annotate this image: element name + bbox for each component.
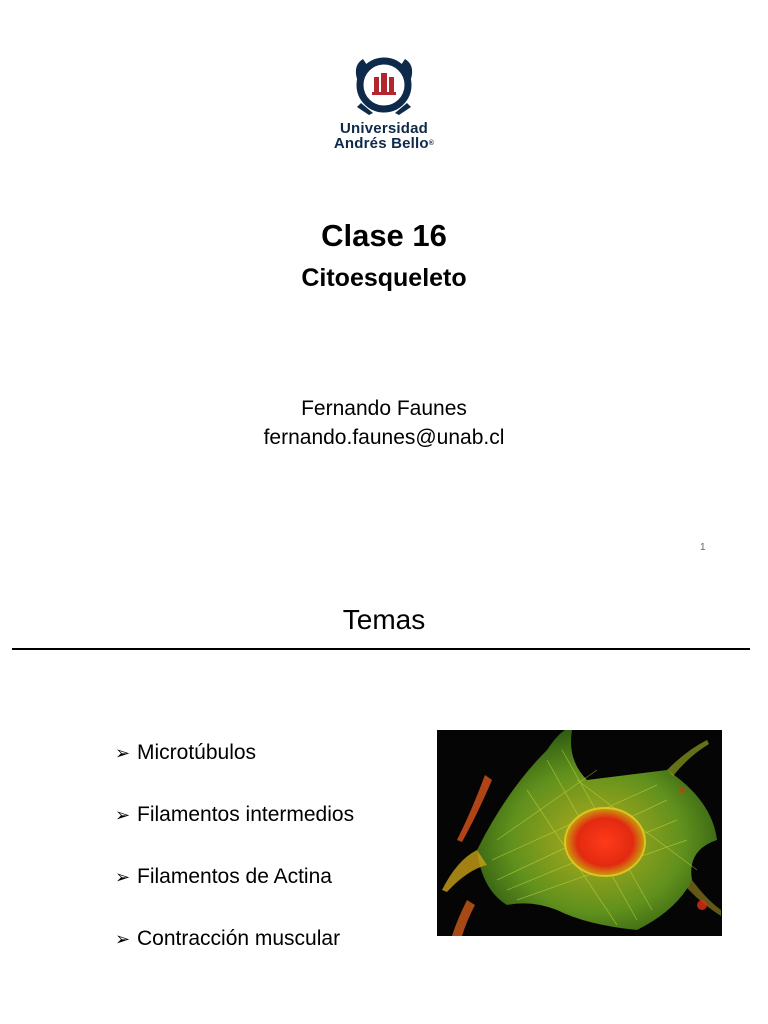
arrow-bullet-icon: ➢ bbox=[115, 929, 131, 949]
list-item bbox=[115, 740, 354, 802]
slide-title: Clase 16 bbox=[321, 218, 447, 253]
author-block bbox=[0, 394, 768, 452]
cytoskeleton-micrograph bbox=[437, 730, 722, 936]
author-email: fernando.faunes@unab.cl bbox=[263, 426, 505, 449]
logo-line-2: Andrés Bello bbox=[333, 135, 429, 152]
list-item bbox=[115, 864, 354, 926]
fluorescent-cell-image bbox=[437, 730, 722, 936]
topic-label: Filamentos intermedios bbox=[137, 803, 355, 826]
registered-mark: ® bbox=[428, 140, 435, 147]
university-logo bbox=[325, 55, 443, 155]
topic-label: Filamentos de Actina bbox=[137, 865, 332, 888]
title-divider bbox=[12, 648, 750, 650]
slide-subtitle: Citoesqueleto bbox=[301, 264, 467, 292]
page-number: 1 bbox=[700, 542, 706, 553]
topics-list bbox=[115, 740, 354, 988]
topic-label: Microtúbulos bbox=[137, 741, 257, 764]
list-item bbox=[115, 926, 354, 988]
topic-label: Contracción muscular bbox=[137, 927, 341, 950]
author-name: Fernando Faunes bbox=[301, 397, 467, 420]
arrow-bullet-icon: ➢ bbox=[115, 867, 131, 887]
university-seal-icon bbox=[351, 55, 417, 117]
topics-title: Temas bbox=[342, 604, 426, 635]
list-item bbox=[115, 802, 354, 864]
logo-line-1: Universidad bbox=[339, 120, 429, 137]
arrow-bullet-icon: ➢ bbox=[115, 743, 131, 763]
arrow-bullet-icon: ➢ bbox=[115, 805, 131, 825]
topics-slide bbox=[0, 585, 768, 1024]
